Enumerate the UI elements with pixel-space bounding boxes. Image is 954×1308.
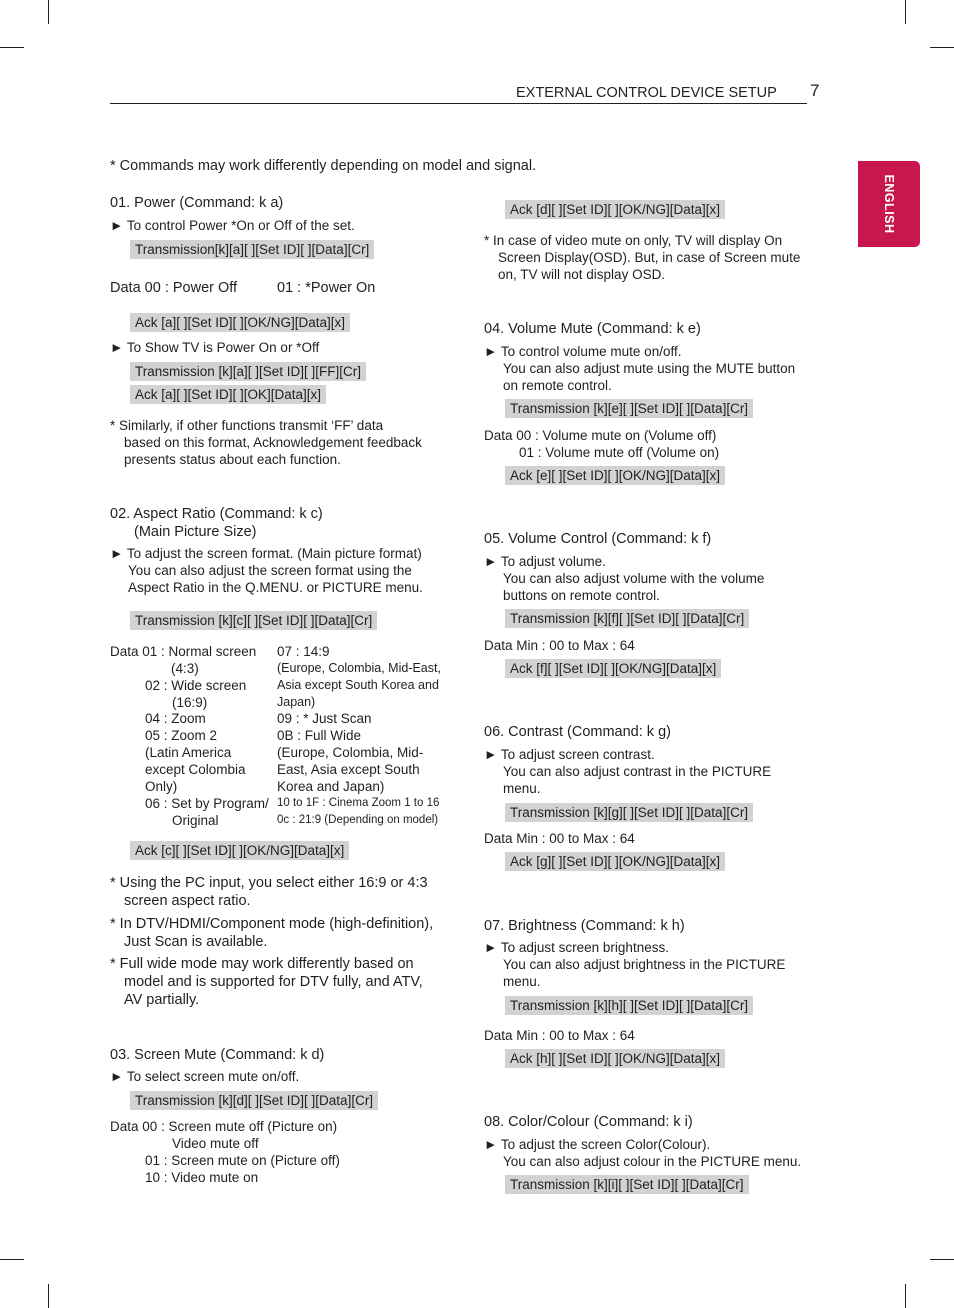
volmute-data-item: Data 00 : Volume mute on (Volume off) bbox=[484, 428, 717, 443]
aspect-ack: Ack [c][ ][Set ID][ ][OK/NG][Data][x] bbox=[130, 841, 349, 860]
mute-note-line: Screen Display(OSD). But, in case of Screen mute bbox=[498, 250, 801, 265]
power-transmission-1: Transmission[k][a][ ][Set ID][ ][Data][Cr] bbox=[130, 240, 374, 259]
aspect-data-item: 06 : Set by Program/ bbox=[145, 796, 269, 811]
aspect-data-item: (Europe, Colombia, Mid-East, bbox=[277, 661, 441, 675]
volume-data: Data Min : 00 to Max : 64 bbox=[484, 638, 635, 653]
mute-bullet: ► To select screen mute on/off. bbox=[110, 1069, 300, 1084]
volume-title: 05. Volume Control (Command: k f) bbox=[484, 531, 712, 547]
language-tab bbox=[858, 161, 920, 247]
power-bullet-2: ► To Show TV is Power On or *Off bbox=[110, 340, 320, 355]
contrast-bullet: You can also adjust contrast in the PICTURE bbox=[503, 764, 772, 779]
volume-ack: Ack [f][ ][Set ID][ ][OK/NG][Data][x] bbox=[505, 659, 721, 678]
contrast-transmission: Transmission [k][g][ ][Set ID][ ][Data][Cr] bbox=[505, 803, 753, 822]
power-ack-1: Ack [a][ ][Set ID][ ][OK/NG][Data][x] bbox=[130, 313, 350, 332]
aspect-data-item: 0B : Full Wide bbox=[277, 728, 362, 743]
crop-mark bbox=[930, 47, 954, 48]
mute-data-item: 01 : Screen mute on (Picture off) bbox=[145, 1153, 340, 1168]
mute-data-item: Video mute off bbox=[172, 1136, 259, 1151]
volmute-ack: Ack [e][ ][Set ID][ ][OK/NG][Data][x] bbox=[505, 466, 725, 485]
volmute-bullet: You can also adjust mute using the MUTE button bbox=[503, 361, 796, 376]
color-bullet: You can also adjust colour in the PICTURE menu. bbox=[503, 1154, 802, 1169]
aspect-data-item: 09 : * Just Scan bbox=[277, 711, 372, 726]
aspect-data-item: (16:9) bbox=[172, 695, 208, 710]
brightness-transmission: Transmission [k][h][ ][Set ID][ ][Data][Cr] bbox=[505, 996, 753, 1015]
aspect-data-item: (Europe, Colombia, Mid- bbox=[277, 745, 424, 760]
brightness-bullet: You can also adjust brightness in the PICTURE bbox=[503, 957, 786, 972]
volume-bullet: ► To adjust volume. bbox=[484, 554, 606, 569]
crop-mark bbox=[0, 47, 24, 48]
volume-bullet: You can also adjust volume with the volume bbox=[503, 571, 765, 586]
volmute-data-item: 01 : Volume mute off (Volume on) bbox=[519, 445, 720, 460]
power-note-line: * Similarly, if other functions transmit ‘FF’ data bbox=[110, 418, 384, 433]
brightness-data: Data Min : 00 to Max : 64 bbox=[484, 1028, 635, 1043]
aspect-data-item: 04 : Zoom bbox=[145, 711, 206, 726]
power-transmission-2: Transmission [k][a][ ][Set ID][ ][FF][Cr] bbox=[130, 362, 366, 381]
contrast-title: 06. Contrast (Command: k g) bbox=[484, 724, 671, 740]
mute-transmission: Transmission [k][d][ ][Set ID][ ][Data][Cr] bbox=[130, 1091, 378, 1110]
aspect-data-item: 0c : 21:9 (Depending on model) bbox=[277, 814, 439, 826]
aspect-data-item: Data 01 : Normal screen bbox=[110, 644, 257, 659]
aspect-data-item: 02 : Wide screen bbox=[145, 678, 247, 693]
aspect-data-item: 07 : 14:9 bbox=[277, 644, 330, 659]
brightness-bullet: menu. bbox=[503, 974, 541, 989]
brightness-ack: Ack [h][ ][Set ID][ ][OK/NG][Data][x] bbox=[505, 1049, 725, 1068]
crop-mark bbox=[930, 1259, 954, 1260]
crop-mark bbox=[905, 1284, 906, 1308]
mute-data-item: 10 : Video mute on bbox=[145, 1170, 259, 1185]
aspect-data-item: Original bbox=[172, 813, 219, 828]
volmute-title: 04. Volume Mute (Command: k e) bbox=[484, 321, 701, 337]
aspect-transmission: Transmission [k][c][ ][Set ID][ ][Data][Cr] bbox=[130, 611, 377, 630]
contrast-ack: Ack [g][ ][Set ID][ ][OK/NG][Data][x] bbox=[505, 852, 725, 871]
aspect-bullet: Aspect Ratio in the Q.MENU. or PICTURE menu. bbox=[128, 580, 423, 595]
volmute-transmission: Transmission [k][e][ ][Set ID][ ][Data][Cr] bbox=[505, 399, 753, 418]
aspect-data-item: (4:3) bbox=[171, 661, 199, 676]
contrast-bullet: ► To adjust screen contrast. bbox=[484, 747, 655, 762]
volmute-bullet: ► To control volume mute on/off. bbox=[484, 344, 682, 359]
color-title: 08. Color/Colour (Command: k i) bbox=[484, 1114, 693, 1130]
power-data-on: 01 : *Power On bbox=[277, 280, 376, 296]
aspect-note-line: * Using the PC input, you select either 16:9 or 4:3 bbox=[110, 875, 428, 891]
power-ack-2: Ack [a][ ][Set ID][ ][OK][Data][x] bbox=[130, 385, 326, 404]
aspect-data-item: 10 to 1F : Cinema Zoom 1 to 16 bbox=[277, 797, 440, 809]
mute-data-item: Data 00 : Screen mute off (Picture on) bbox=[110, 1119, 338, 1134]
mute-note-line: * In case of video mute on only, TV will display On bbox=[484, 233, 783, 248]
aspect-data-item: 05 : Zoom 2 bbox=[145, 728, 218, 743]
header-title: EXTERNAL CONTROL DEVICE SETUP bbox=[516, 85, 777, 101]
crop-mark bbox=[48, 1284, 49, 1308]
contrast-data: Data Min : 00 to Max : 64 bbox=[484, 831, 635, 846]
volmute-bullet: on remote control. bbox=[503, 378, 612, 393]
aspect-note-line: model and is supported for DTV fully, and ATV, bbox=[124, 974, 423, 990]
intro-note: * Commands may work differently depending on model and signal. bbox=[110, 158, 537, 174]
power-note-line: presents status about each function. bbox=[124, 452, 341, 467]
brightness-title: 07. Brightness (Command: k h) bbox=[484, 918, 685, 934]
aspect-data-item: (Latin America bbox=[145, 745, 232, 760]
aspect-note-line: AV partially. bbox=[124, 992, 200, 1008]
aspect-data-item: Korea and Japan) bbox=[277, 779, 385, 794]
color-bullet: ► To adjust the screen Color(Colour). bbox=[484, 1137, 711, 1152]
crop-mark bbox=[0, 1259, 24, 1260]
aspect-data-item: Japan) bbox=[277, 695, 316, 709]
aspect-data-item: Asia except South Korea and bbox=[277, 678, 439, 692]
color-transmission: Transmission [k][i][ ][Set ID][ ][Data][Cr] bbox=[505, 1175, 749, 1194]
crop-mark bbox=[48, 0, 49, 24]
aspect-data-item: Only) bbox=[145, 779, 178, 794]
aspect-subtitle: (Main Picture Size) bbox=[134, 524, 257, 540]
aspect-note-line: Just Scan is available. bbox=[124, 934, 268, 950]
header-rule bbox=[110, 103, 807, 104]
contrast-bullet: menu. bbox=[503, 781, 541, 796]
volume-bullet: buttons on remote control. bbox=[503, 588, 660, 603]
aspect-note-line: * In DTV/HDMI/Component mode (high-definition), bbox=[110, 916, 434, 932]
power-bullet-1: ► To control Power *On or Off of the set. bbox=[110, 218, 355, 233]
mute-title: 03. Screen Mute (Command: k d) bbox=[110, 1047, 325, 1063]
power-note-line: based on this format, Acknowledgement feedback bbox=[124, 435, 422, 450]
aspect-note-line: * Full wide mode may work differently based on bbox=[110, 956, 414, 972]
power-title: 01. Power (Command: k a) bbox=[110, 195, 284, 211]
aspect-data-item: East, Asia except South bbox=[277, 762, 420, 777]
aspect-title: 02. Aspect Ratio (Command: k c) bbox=[110, 506, 323, 522]
brightness-bullet: ► To adjust screen brightness. bbox=[484, 940, 669, 955]
mute-ack: Ack [d][ ][Set ID][ ][OK/NG][Data][x] bbox=[505, 200, 725, 219]
aspect-bullet: You can also adjust the screen format using the bbox=[128, 563, 412, 578]
power-data-off: Data 00 : Power Off bbox=[110, 280, 238, 296]
aspect-note-line: screen aspect ratio. bbox=[124, 893, 251, 909]
page-number: 7 bbox=[810, 81, 820, 100]
volume-transmission: Transmission [k][f][ ][Set ID][ ][Data][Cr] bbox=[505, 609, 749, 628]
aspect-bullet: ► To adjust the screen format. (Main picture format) bbox=[110, 546, 422, 561]
crop-mark bbox=[905, 0, 906, 24]
mute-note-line: on, TV will not display OSD. bbox=[498, 267, 666, 282]
language-tab-label: ENGLISH bbox=[882, 174, 896, 234]
aspect-data-item: except Colombia bbox=[145, 762, 246, 777]
